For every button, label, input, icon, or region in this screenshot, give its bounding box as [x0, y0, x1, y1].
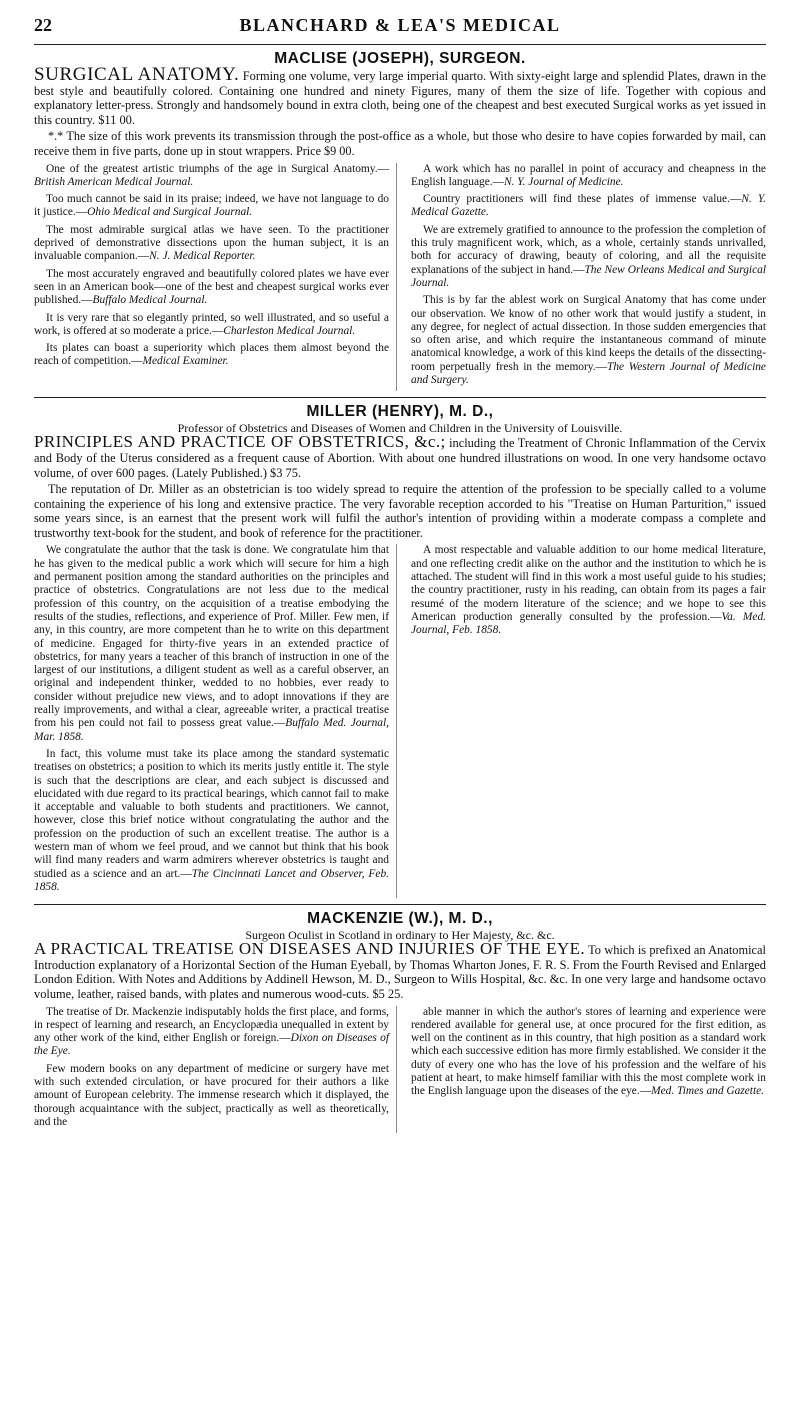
entry-author: MILLER (HENRY), M. D., [306, 403, 494, 421]
entry-title: PRINCIPLES AND PRACTICE OF OBSTETRICS, &c.; [34, 432, 446, 452]
review: It is very rare that so elegantly printed, so well illustrated, and so useful a work, is offered at so moderate a price.—Charleston Medical Journal. [34, 311, 389, 337]
reviews-columns [34, 1006, 766, 1134]
entry-author: MACKENZIE (W.), M. D., [307, 910, 493, 928]
running-head [34, 12, 766, 38]
review: One of the greatest artistic triumphs of the age in Surgical Anatomy.—British American Medical Journal. [34, 162, 389, 188]
review: Too much cannot be said in its praise; indeed, we have not language to do it justice.—Ohio Medical and Surgical Journal. [34, 193, 389, 219]
entry-miller [34, 402, 766, 898]
entry-title: A PRACTICAL TREATISE ON DISEASES AND INJURIES OF THE EYE. [34, 939, 586, 959]
entry-description: To which is prefixed an Anatomical Introduction explanatory of a Horizontal Section of the Human Eyeball, by Thomas Wharton Jones, F. R. S. From the Fourth Revised and Enlarged London Edition. With Notes and Additions by Addinell Hewson, M. D., Surgeon to Wills Hospital, &c. &c. In one very large and handsome octavo volume, leather, raised bands, with plates and numerous wood-cuts. $5 25. [34, 943, 766, 1001]
entry-subtitle: Surgeon Oculist in Scotland in ordinary to Her Majesty, &c. &c. [245, 928, 555, 943]
reviews-right [411, 544, 766, 898]
review: In fact, this volume must take its place among the standard systematic treatises on obstetrics; a position to which its merits justly entitle it. The style is such that the descriptions are clear, and each subject is discussed and elucidated with due regard to its practical bearings, which cannot fail to make it acceptable and valuable to both students and practitioners. We cannot, however, close this brief notice without congratulating the author and the profession on the production of such an excellent treatise. The author is a western man of whom we feel proud, and we cannot but think that his book will find many readers and warm admirers wherever obstetrics is taught and studied as a science and an art.—The Cincinnati Lancet and Observer, Feb. 1858. [34, 747, 389, 893]
reviews-right [411, 163, 766, 392]
entry-maclise [34, 49, 766, 391]
review: The most admirable surgical atlas we have seen. To the practitioner deprived of demonstrative dissections upon the human subject, it is an invaluable companion.—N. J. Medical Reporter. [34, 223, 389, 263]
entry-description: Forming one volume, very large imperial quarto. With sixty-eight large and splendid Plates, drawn in the best style and beautifully colored. Containing one hundred and ninety Figures, many of them the size of life. Together with copious and explanatory letter-press. Strongly and handsomely bound in extra cloth, being one of the cheapest and best executed Surgical works as yet issued in this country. $11 00. [34, 69, 766, 127]
review: able manner in which the author's stores of learning and experience were rendered available for general use, at once procured for the first edition, as well on the continent as in this country, that high position as a standard work which each successive edition has more firmly established. We consider it the duty of every one who has the love of his profession and the welfare of his patient at heart, to make himself familiar with this the most complete work in the English language upon the diseases of the eye.—Med. Times and Gazette. [411, 1005, 766, 1098]
entry-description: including the Treatment of Chronic Inflammation of the Cervix and Body of the Uterus considered as a frequent cause of Abortion. With about one hundred illustrations on wood. In one very handsome octavo volume, of over 600 pages. (Lately Published.) $3 75. [34, 436, 766, 480]
page-number: 22 [34, 15, 52, 35]
entry-lead [34, 432, 766, 480]
reviews-left [34, 163, 397, 392]
section-rule [34, 904, 766, 905]
review: A work which has no parallel in point of accuracy and cheapness in the English language.—N. Y. Journal of Medicine. [411, 162, 766, 188]
review: Country practitioners will find these plates of immense value.—N. Y. Medical Gazette. [411, 193, 767, 219]
reviews-columns [34, 163, 766, 392]
review: We congratulate the author that the task is done. We congratulate him that he has given to the medical public a work which will secure for him a high and permanent position among the standard authorities on the principles and practice of obstetrics. Congratulations are not less due to the medical profession of this country, on the acquisition of a treatise embodying the results of the studies, reflections, and experience of Prof. Miller. Few men, if any, in this country, are more competent than he to write on this department of medicine. Engaged for thirty-five years in an extended practice of obstetrics, for many years a teacher of this branch of instruction in one of the largest of our institutions, a diligent student as well as a careful observer, an original and independent thinker, wedded to no hobbies, ever ready to consider without prejudice new views, and to adopt innovations if they are really improvements, and withal a clear, agreeable writer, a practical treatise from his pen could not fail to possess great value.—Buffalo Med. Journal, Mar. 1858. [34, 544, 389, 743]
review: The most accurately engraved and beautifully colored plates we have ever seen in an American book—one of the best and cheapest surgical works ever published.—Buffalo Medical Journal. [34, 267, 389, 307]
entry-author: MACLISE (JOSEPH), SURGEON. [274, 50, 526, 67]
review: Few modern books on any department of medicine or surgery have met with such extended circulation, or have procured for their authors a like amount of European celebrity. The immense research which it displayed, the thorough acquaintance with the subject, practically as well as theoretically, and the [34, 1062, 389, 1128]
reviews-right [411, 1006, 766, 1134]
review: We are extremely gratified to announce to the profession the completion of this truly magnificent work, which, as a whole, certainly stands unrivalled, both for accuracy of drawing, beauty of coloring, and all the requisite explanations of the subject in hand.—The New Orleans Medical and Surgical Journal. [411, 223, 767, 289]
review: This is by far the ablest work on Surgical Anatomy that has come under our observation. We know of no other work that would justify a student, in any degree, for neglect of actual dissection. In those sudden emergencies that so often arise, and which require the instantaneous command of minute anatomical knowledge, a work of this kind keeps the details of the dissecting-room perpetually fresh in the memory.—The Western Journal of Medicine and Surgery. [411, 294, 766, 387]
running-title: BLANCHARD & LEA'S MEDICAL [239, 15, 561, 35]
reviews-left [34, 1006, 397, 1134]
review: A most respectable and valuable addition to our home medical literature, and one reflecting credit alike on the author and the institution to which he is attached. The student will find in this work a most useful guide to his studies; the country practitioner, rusty in his reading, can obtain from its pages a fair resumé of the modern literature of the science; and we hope to see this American production generally consulted by the profession.—Va. Med. Journal, Feb. 1858. [411, 544, 766, 637]
catalog-page [34, 12, 766, 1133]
entry-lead [34, 939, 766, 1001]
reviews-left [34, 544, 397, 898]
entry-note: *.* The size of this work prevents its transmission through the post-office as a whole, but those who desire to have copies forwarded by mail, can receive them in five parts, done up in stout wrappers. Price $9 00. [34, 129, 766, 158]
entry-title: SURGICAL ANATOMY. [34, 64, 240, 85]
entry-lead [34, 64, 766, 127]
entry-mackenzie [34, 909, 766, 1133]
entry-note: The reputation of Dr. Miller as an obstetrician is too widely spread to require the attention of the profession to be specially called to a volume containing the experience of his long and extensive practice. The very favorable reception accorded to his "Treatise on Human Parturition," issued some years since, is an earnest that the present work will fulfil the author's intention of providing within a moderate compass a complete and trustworthy text-book for the student, and book of reference for the practitioner. [34, 482, 766, 540]
reviews-columns [34, 544, 766, 898]
section-rule [34, 397, 766, 398]
header-rule [34, 44, 766, 45]
entry-subtitle: Professor of Obstetrics and Diseases of Women and Children in the University of Louisville. [177, 421, 623, 436]
review: Its plates can boast a superiority which places them almost beyond the reach of competition.—Medical Examiner. [34, 342, 389, 368]
review: The treatise of Dr. Mackenzie indisputably holds the first place, and forms, in respect of learning and research, an Encyclopædia unequalled in extent by any other work of the kind, either English or foreign.—Dixon on Diseases of the Eye. [34, 1005, 389, 1058]
